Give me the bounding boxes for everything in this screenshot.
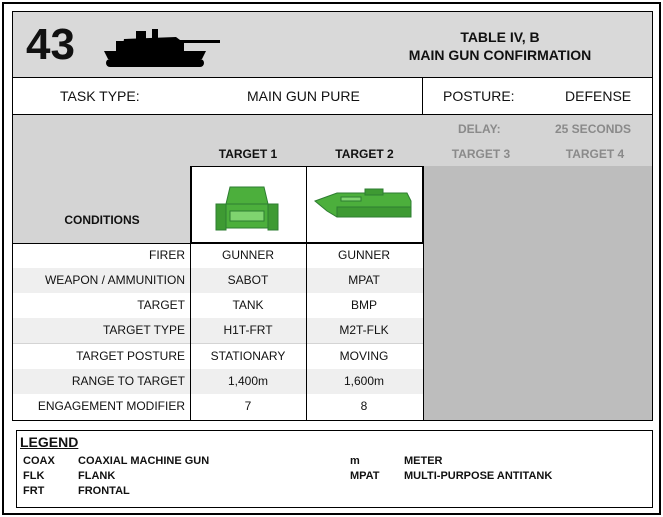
target-2-cell: MPAT xyxy=(348,273,380,287)
legend-meaning: MULTI-PURPOSE ANTITANK xyxy=(404,470,553,482)
table-title xyxy=(360,28,640,64)
row-label: ENGAGEMENT MODIFIER xyxy=(37,399,185,413)
target-1-image xyxy=(191,166,307,243)
delay-value: 25 SECONDS xyxy=(555,122,632,136)
target-2-cell: BMP xyxy=(350,298,377,312)
target-4-header: TARGET 4 xyxy=(565,147,625,161)
delay-label: DELAY: xyxy=(458,122,501,136)
legend-title: LEGEND xyxy=(20,434,79,450)
legend-meaning: FRONTAL xyxy=(78,485,130,497)
target-2-header: TARGET 2 xyxy=(335,147,394,161)
legend-abbr: COAX xyxy=(23,455,55,467)
target-3-header: TARGET 3 xyxy=(451,147,511,161)
inactive-targets-area xyxy=(423,166,652,420)
posture-value: DEFENSE xyxy=(565,88,632,104)
row-label: FIRER xyxy=(149,248,185,262)
target-2-image xyxy=(306,166,423,243)
target-1-cell: STATIONARY xyxy=(210,349,286,363)
column-divider xyxy=(190,166,191,420)
table-row xyxy=(13,369,423,394)
target-1-cell: 1,400m xyxy=(227,374,269,388)
table-top-rule xyxy=(12,243,423,244)
target-1-cell: 7 xyxy=(244,399,252,413)
row-label: TARGET xyxy=(137,298,185,312)
row-label: RANGE TO TARGET xyxy=(71,374,185,388)
table-row xyxy=(13,344,423,369)
target-2-cell: 1,600m xyxy=(343,374,385,388)
tank-silhouette-icon xyxy=(102,21,220,69)
row-label: TARGET POSTURE xyxy=(76,349,185,363)
task-number: 43 xyxy=(26,20,75,69)
legend-meaning: METER xyxy=(404,455,443,467)
target-1-cell: SABOT xyxy=(227,273,269,287)
target-2-cell: 8 xyxy=(360,399,368,413)
target-1-cell: GUNNER xyxy=(221,248,274,262)
row-label: TARGET TYPE xyxy=(102,323,185,337)
table-row xyxy=(13,268,423,293)
bmp-flank-icon xyxy=(307,167,424,244)
legend-abbr: FRT xyxy=(23,485,45,497)
table-row xyxy=(13,394,423,420)
task-type-label: TASK TYPE: xyxy=(60,88,140,104)
table-row xyxy=(13,293,423,318)
table-row xyxy=(13,318,423,343)
target-2-cell: GUNNER xyxy=(337,248,390,262)
target-2-cell: M2T-FLK xyxy=(339,323,389,337)
task-posture-row xyxy=(12,78,653,115)
target-1-header: TARGET 1 xyxy=(218,147,278,161)
image-top-rule xyxy=(190,166,423,167)
conditions-label: CONDITIONS xyxy=(64,213,140,227)
legend-abbr: FLK xyxy=(23,470,45,482)
tank-front-icon xyxy=(192,167,308,244)
legend-meaning: COAXIAL MACHINE GUN xyxy=(78,455,210,467)
table-title-line2: MAIN GUN CONFIRMATION xyxy=(408,47,592,63)
legend-meaning: FLANK xyxy=(78,470,116,482)
row-label: WEAPON / AMMUNITION xyxy=(44,273,185,287)
target-2-cell: MOVING xyxy=(339,349,389,363)
target-1-cell: H1T-FRT xyxy=(223,323,273,337)
column-divider xyxy=(423,166,424,420)
target-1-cell: TANK xyxy=(232,298,264,312)
task-type-value: MAIN GUN PURE xyxy=(247,88,360,104)
posture-label: POSTURE: xyxy=(443,88,515,104)
legend-abbr: m xyxy=(350,455,360,467)
table-title-line1: TABLE IV, B xyxy=(460,29,540,45)
table-row xyxy=(13,243,423,268)
row-divider xyxy=(422,78,423,114)
column-divider xyxy=(306,166,307,420)
legend-abbr: MPAT xyxy=(350,470,380,482)
